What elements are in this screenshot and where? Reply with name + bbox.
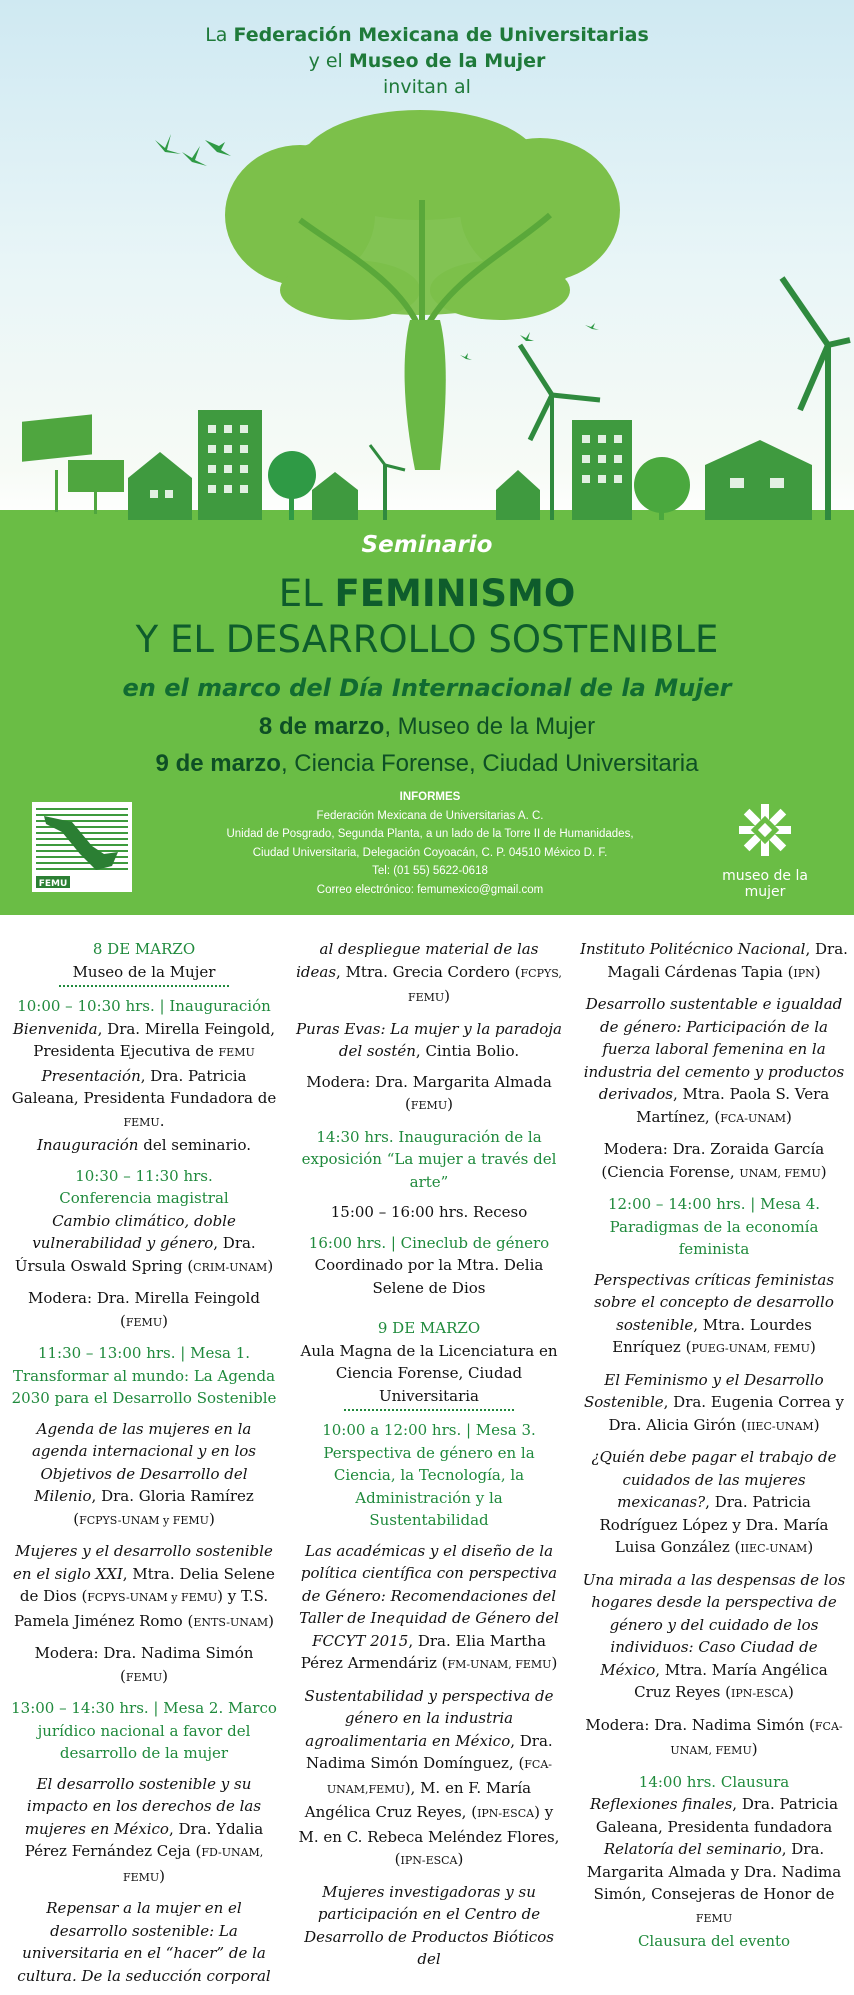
talk: Agenda de las mujeres en la agenda internacional y en los Objetivos de Desarrollo del Milenio, Dra. Gloria Ramírez (FCPYS-UNAM y FEMU) xyxy=(31,1419,256,1528)
moderator: Modera: Dra. Mirella Feingold (FEMU) xyxy=(28,1289,260,1330)
svg-text:FEMU: FEMU xyxy=(38,879,68,889)
invite-line: invitan al xyxy=(383,76,471,98)
talk: Instituto Politécnico Nacional, Dra. Magali Cárdenas Tapia (IPN) xyxy=(580,940,848,981)
talk: ¿Quién debe pagar el trabajo de cuidados de las mujeres mexicanas?, Dra. Patricia Rodríguez López y Dra. María Luisa González (IIEC-UNAM) xyxy=(591,1448,837,1556)
talk: Desarrollo sustentable e igualdad de género: Participación de la fuerza laboral femenina en la industria del cemento y productos derivados, Mtra. Paola S. Vera Martínez, (FCA-UNAM) xyxy=(583,995,845,1126)
session-title: 14:00 hrs. Clausura xyxy=(638,1772,790,1791)
session-title: Conferencia magistral xyxy=(59,1189,229,1207)
talk: Mujeres y el desarrollo sostenible en el siglo XXI, Mtra. Delia Selene de Dios (FCPYS-UNAM y FEMU) y T.S. Pamela Jiménez Romo (ENTS-UNAM) xyxy=(13,1542,275,1630)
session-title: 13:00 – 14:30 hrs. | Mesa 2. Marco jurídico nacional a favor del desarrollo de la mujer xyxy=(11,1699,277,1762)
talk: Puras Evas: La mujer y la paradoja del sostén, Cintia Bolio. xyxy=(296,1019,562,1060)
talk: Mujeres investigadoras y su participación en el Centro de Desarrollo de Productos Bióticos del xyxy=(304,1882,554,1968)
invitation-header: La Federación Mexicana de Universitarias y el Museo de la Mujer invitan al xyxy=(0,22,854,100)
moderator: Modera: Dra. Margarita Almada (FEMU) xyxy=(306,1072,552,1113)
museo-logo-text: museo de la mujer xyxy=(722,868,808,900)
program-column-2 xyxy=(295,938,563,1979)
moderator: Modera: Dra. Zoraida García (Ciencia Forense, UNAM, FEMU) xyxy=(601,1140,827,1181)
session-time: 10:00 – 10:30 hrs. | Inauguración xyxy=(17,997,271,1015)
session-time: 10:30 – 11:30 hrs. xyxy=(75,1166,213,1185)
contact-info: INFORMES Federación Mexicana de Universitarias A. C. Unidad de Posgrado, Segunda Planta, a un lado de la Torre II de Humanidades, Ciudad Universitaria, Delegación Coyoacán, C. P. 04510 México D. F. Tel: (01 55) 5622-0618 Correo electrónico: femumexico@gmail.com xyxy=(226,791,634,896)
moderator: Modera: Dra. Nadima Simón (FCA-UNAM, FEMU) xyxy=(585,1715,843,1758)
femu-logo-icon xyxy=(32,802,132,892)
talk: Las académicas y el diseño de la política científica con perspectiva de Género: Recomendaciones del Taller de Inequidad de Género del FCCYT 2015, Dra. Elia Martha Pérez Armendáriz (FM-UNAM, FEMU) xyxy=(299,1541,559,1672)
session-title: 10:00 a 12:00 hrs. | Mesa 3. Perspectiva de género en la Ciencia, la Tecnología, la Administración y la Sustentabilidad xyxy=(322,1421,536,1529)
session-details: Bienvenida, Dra. Mirella Feingold, Presidenta Ejecutiva de FEMU Presentación, Dra. Patricia Galeana, Presidenta Fundadora de FEMU. Inauguración del seminario. xyxy=(11,1019,277,1154)
title-line-1: EL FEMINISMO xyxy=(278,572,576,615)
session-title: 12:00 – 14:00 hrs. | Mesa 4. Paradigmas de la economía feminista xyxy=(607,1195,821,1258)
moderator: Modera: Dra. Nadima Simón (FEMU) xyxy=(34,1644,254,1685)
org-femu-name: Federación Mexicana de Universitarias xyxy=(233,24,649,46)
talk: Una mirada a las despensas de los hogares desde la perspectiva de género y del cuidado de los individuos: Caso Ciudad de México, Mtra. María Angélica Cruz Reyes (IPN-ESCA) xyxy=(582,1570,846,1701)
program-column-1 xyxy=(10,938,278,1995)
talk: Sustentabilidad y perspectiva de género en la industria agroalimentaria en México, Dra. Nadima Simón Domínguez, (FCA-UNAM,FEMU), M. en F. María Angélica Cruz Reyes, (IPN-ESCA) y M. en C. Rebeca Meléndez Flores, (IPN-ESCA) xyxy=(298,1686,560,1868)
venue: Aula Magna de la Licenciatura en Ciencia Forense, Ciudad Universitaria xyxy=(300,1341,558,1405)
talk: Cambio climático, doble vulnerabilidad y género, Dra. Úrsula Oswald Spring (CRIM-UNAM) xyxy=(14,1211,274,1275)
session-title: 14:30 hrs. Inauguración de la exposición “La mujer a través del arte” xyxy=(301,1127,557,1191)
recess: 15:00 – 16:00 hrs. Receso xyxy=(330,1203,528,1221)
talk: Perspectivas críticas feministas sobre el concepto de desarrollo sostenible, Mtra. Lourdes Enríquez (PUEG-UNAM, FEMU) xyxy=(593,1270,835,1356)
coordinator: Coordinado por la Mtra. Delia Selene de Dios xyxy=(314,1256,544,1297)
day-heading-9: 9 DE MARZO xyxy=(377,1319,481,1337)
date-line-2: 9 de marzo, Ciencia Forense, Ciudad Universitaria xyxy=(155,750,699,777)
talk: al despliegue material de las ideas, Mtra. Grecia Cordero (FCPYS, FEMU) xyxy=(296,940,562,1005)
org-museo-name: Museo de la Mujer xyxy=(348,50,546,72)
title-line-2: Y EL DESARROLLO SOSTENIBLE xyxy=(135,618,719,661)
session-title: 11:30 – 13:00 hrs. | Mesa 1. Transformar al mundo: La Agenda 2030 para el Desarrollo Sostenible xyxy=(11,1344,277,1407)
talk: Repensar a la mujer en el desarrollo sostenible: La universitaria en el “hacer” de la cultura. De la seducción corporal xyxy=(17,1899,271,1985)
talk: El desarrollo sostenible y su impacto en los derechos de las mujeres en México, Dra. Ydalia Pérez Fernández Ceja (FD-UNAM, FEMU) xyxy=(24,1774,264,1885)
day-heading-8: 8 DE MARZO xyxy=(92,940,196,958)
venue: Museo de la Mujer xyxy=(72,962,216,981)
subtitle: en el marco del Día Internacional de la Mujer xyxy=(122,674,732,702)
seminar-label: Seminario xyxy=(361,532,493,558)
date-line-1: 8 de marzo, Museo de la Mujer xyxy=(258,713,596,740)
talk: El Feminismo y el Desarrollo Sostenible, Dra. Eugenia Correa y Dra. Alicia Girón (IIEC-UNAM) xyxy=(583,1370,845,1434)
session-time: 16:00 hrs. | Cineclub de género xyxy=(308,1233,550,1252)
closing: Clausura del evento xyxy=(637,1932,791,1950)
talk: Reflexiones finales, Dra. Patricia Galeana, Presidenta fundadora Relatoría del seminario, Dra. Margarita Almada y Dra. Nadima Simón, Consejeras de Honor de FEMU xyxy=(586,1795,842,1925)
program-column-3 xyxy=(580,938,848,1961)
